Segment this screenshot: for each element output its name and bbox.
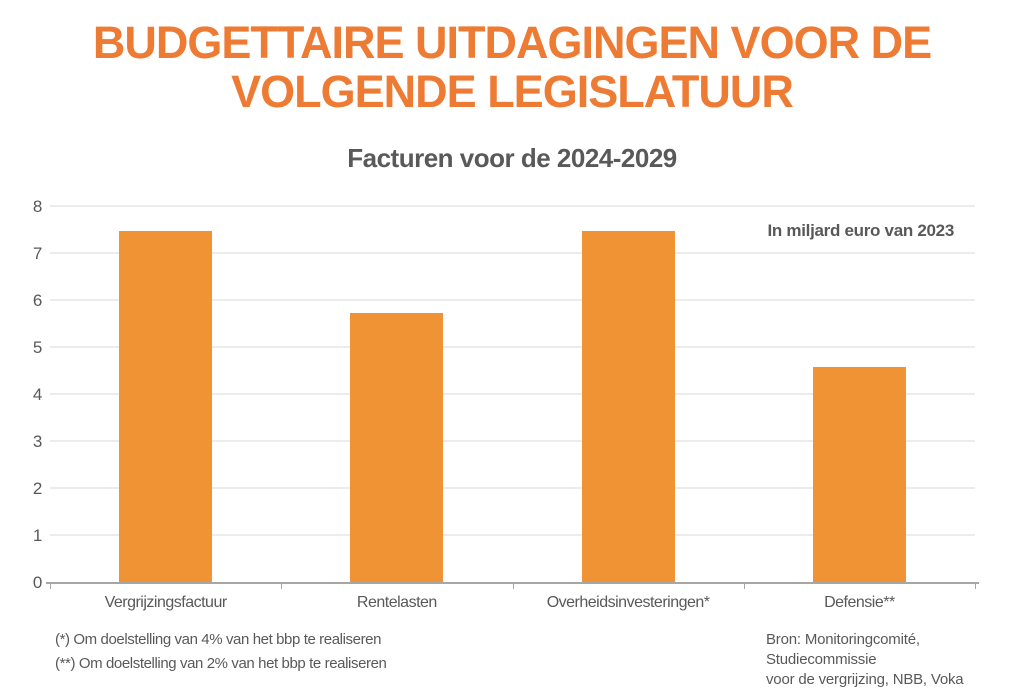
footnotes bbox=[55, 628, 387, 676]
source-line1: Bron: Monitoringcomité, Studiecommissie bbox=[766, 631, 920, 668]
chart-title-line2: VOLGENDE LEGISLATUUR bbox=[231, 66, 793, 117]
source-attribution bbox=[766, 630, 1024, 688]
y-tick-label: 4 bbox=[32, 385, 42, 404]
footnote-line2: (**) Om doelstelling van 2% van het bbp te realiseren bbox=[55, 655, 387, 672]
unit-annotation: In miljard euro van 2023 bbox=[767, 221, 954, 240]
y-tick-label: 0 bbox=[32, 573, 42, 592]
x-axis-tick bbox=[50, 584, 51, 589]
x-axis-tick bbox=[513, 584, 514, 589]
y-tick-label: 5 bbox=[32, 338, 42, 357]
footnote-line1: (*) Om doelstelling van 4% van het bbp te realiseren bbox=[55, 631, 382, 648]
y-tick-label: 1 bbox=[32, 526, 42, 545]
y-tick-label: 3 bbox=[32, 432, 42, 451]
y-tick-label: 7 bbox=[32, 244, 42, 263]
y-tick-label: 6 bbox=[32, 291, 42, 310]
bar bbox=[119, 231, 212, 584]
x-category-label: Defensie** bbox=[824, 594, 895, 611]
y-tick-label: 2 bbox=[32, 479, 42, 498]
chart-title-line1: BUDGETTAIRE UITDAGINGEN VOOR DE bbox=[92, 17, 932, 68]
x-axis-tick bbox=[975, 584, 976, 589]
chart-title bbox=[0, 18, 1024, 116]
gridline bbox=[50, 205, 975, 207]
x-category-label: Overheidsinvesteringen* bbox=[546, 594, 710, 611]
chart-subtitle: Facturen voor de 2024-2029 bbox=[347, 143, 677, 173]
source-line2: voor de vergrijzing, NBB, Voka bbox=[766, 671, 964, 688]
bar bbox=[350, 313, 443, 583]
bar bbox=[582, 231, 675, 584]
x-category-label: Rentelasten bbox=[356, 594, 437, 611]
y-tick-label: 8 bbox=[32, 197, 42, 216]
plot-area bbox=[50, 207, 975, 583]
x-category-label: Vergrijzingsfactuur bbox=[104, 594, 227, 611]
x-axis-tick bbox=[281, 584, 282, 589]
x-axis-tick bbox=[744, 584, 745, 589]
bar bbox=[813, 367, 906, 583]
